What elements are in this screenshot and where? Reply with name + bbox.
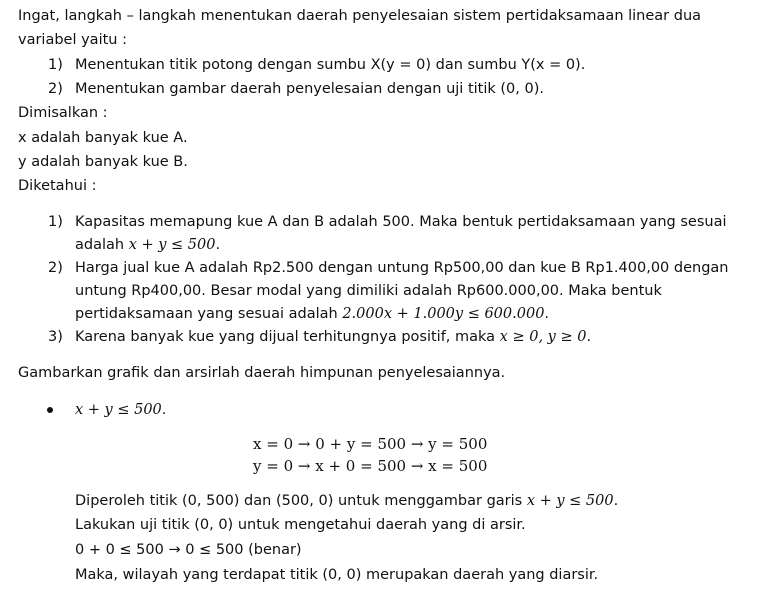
period: . [161, 402, 167, 418]
test-point-line: Lakukan uji titik (0, 0) untuk mengetahui daerah yang di arsir. [75, 517, 526, 533]
dimisalkan-heading: Dimisalkan : [18, 105, 108, 121]
period: . [586, 329, 592, 345]
diperoleh-inequality: x + y ≤ 500 [526, 493, 614, 509]
diperoleh-line [75, 491, 618, 511]
bullet-inequality: x + y ≤ 500 [75, 402, 162, 418]
bullet-icon [47, 407, 53, 413]
known-item-2-line-1: Harga jual kue A adalah Rp2.500 dengan untung Rp500,00 dan kue B Rp1.400,00 dengan [75, 260, 729, 276]
known-item-1-line-2 [75, 235, 220, 255]
period: . [613, 493, 619, 509]
known-item-number: 2) [48, 260, 63, 276]
inequality-capital: 2.000x + 1.000y ≤ 600.000 [342, 306, 545, 322]
intro-line-2: variabel yaitu : [18, 32, 127, 48]
period: . [544, 306, 550, 322]
inequality-capacity: x + y ≤ 500 [128, 237, 216, 253]
period: . [215, 237, 221, 253]
step-number: 2) [48, 81, 63, 97]
diperoleh-prefix: Diperoleh titik (0, 500) dan (500, 0) untuk menggambar garis [75, 493, 527, 509]
conclusion-line: Maka, wilayah yang terdapat titik (0, 0) merupakan daerah yang diarsir. [75, 567, 599, 583]
intro-line-1: Ingat, langkah – langkah menentukan daerah penyelesaian sistem pertidaksamaan linear dua [18, 8, 702, 24]
known-item-2-prefix: pertidaksamaan yang sesuai adalah [75, 306, 343, 322]
test-result-line: 0 + 0 ≤ 500 → 0 ≤ 500 (benar) [75, 542, 302, 558]
known-item-number: 1) [48, 214, 63, 230]
known-item-2-line-2: untung Rp400,00. Besar modal yang dimiliki adalah Rp600.000,00. Maka bentuk [75, 283, 662, 299]
step-text: Menentukan titik potong dengan sumbu X(y = 0) dan sumbu Y(x = 0). [75, 57, 586, 73]
step-number: 1) [48, 57, 63, 73]
inequality-nonnegative: x ≥ 0, y ≥ 0 [499, 329, 587, 345]
known-item-1-prefix: adalah [75, 237, 129, 253]
x-definition: x adalah banyak kue A. [18, 130, 188, 146]
y-definition: y adalah banyak kue B. [18, 154, 188, 170]
known-item-1-line-1: Kapasitas memapung kue A dan B adalah 500. Maka bentuk pertidaksamaan yang sesuai [75, 214, 727, 230]
known-item-number: 3) [48, 329, 63, 345]
step-text: Menentukan gambar daerah penyelesaian dengan uji titik (0, 0). [75, 81, 544, 97]
instruction: Gambarkan grafik dan arsirlah daerah himpunan penyelesaiannya. [18, 365, 506, 381]
equation-x-zero: x = 0 → 0 + y = 500 → y = 500 [253, 435, 488, 453]
known-item-2-line-3 [75, 304, 549, 324]
known-item-3-prefix: Karena banyak kue yang dijual terhitungnya positif, maka [75, 329, 500, 345]
known-item-3-line-1 [75, 327, 591, 347]
equation-y-zero: y = 0 → x + 0 = 500 → x = 500 [253, 457, 488, 475]
bullet-item-heading [75, 400, 166, 420]
diketahui-heading: Diketahui : [18, 178, 97, 194]
